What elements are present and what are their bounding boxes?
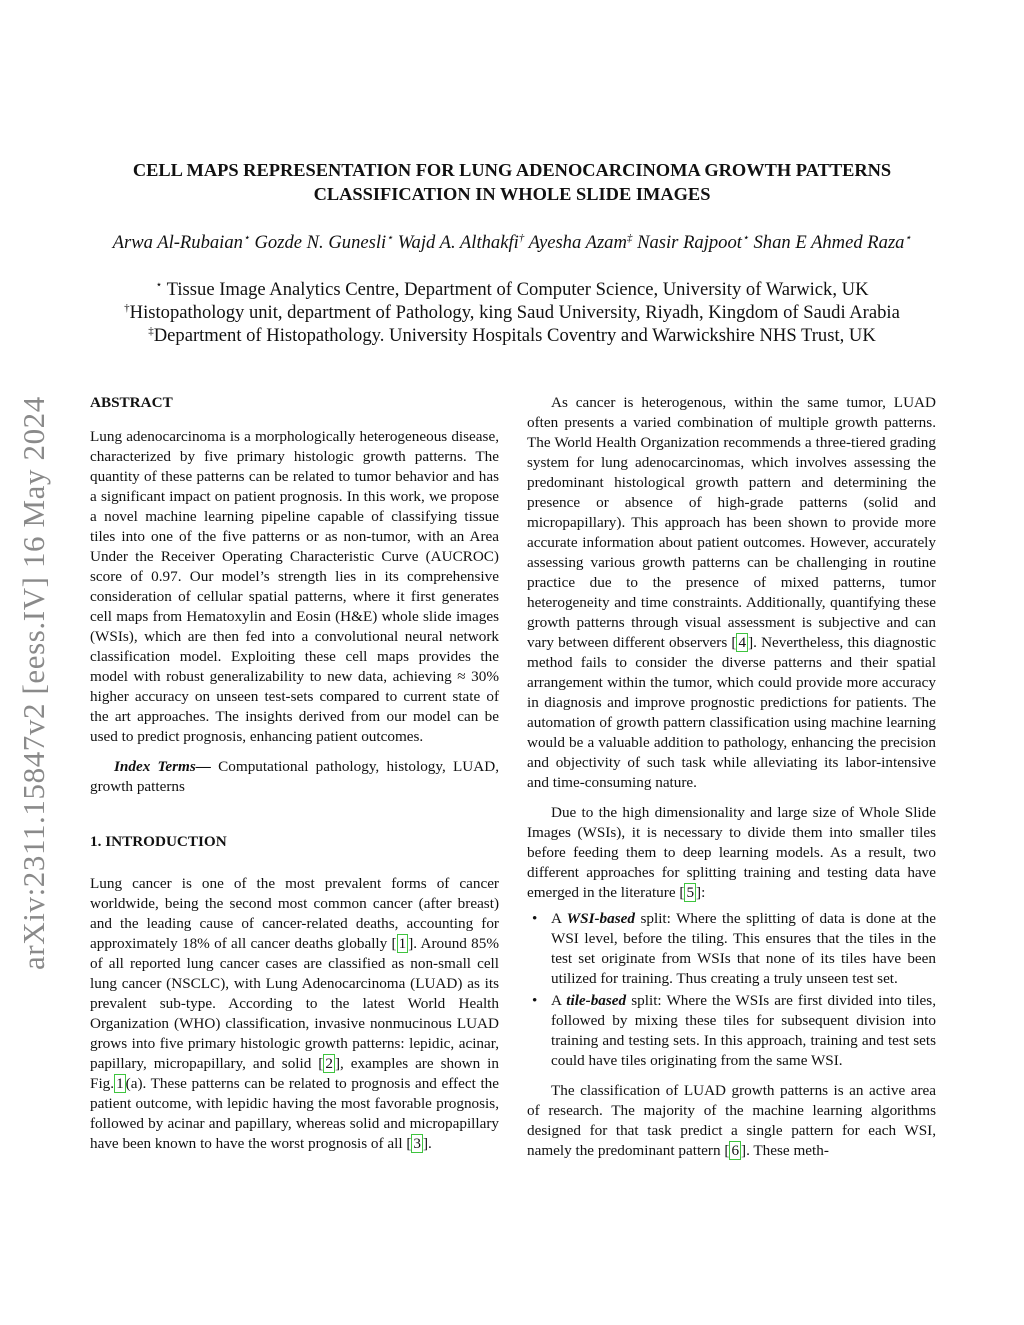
abstract-heading: ABSTRACT bbox=[90, 394, 173, 411]
affiliation-mark: † bbox=[124, 302, 130, 314]
list-item bbox=[527, 991, 936, 1071]
body-text: Due to the high dimensionality and large size of Whole Slide Images (WSIs), it is necessary to divide them into smaller tiles before feeding them to deep learning models. As a result, two different approaches for splitting training and testing data have emerged in the literature [ bbox=[527, 804, 936, 901]
paragraph-heterogeneity bbox=[527, 393, 936, 793]
list-keyword: WSI-based bbox=[566, 910, 635, 927]
body-text: ]. These meth- bbox=[741, 1142, 829, 1159]
introduction-heading: 1. INTRODUCTION bbox=[90, 833, 227, 850]
figure-link[interactable]: 1 bbox=[116, 1075, 124, 1092]
author-name: Shan E Ahmed Raza bbox=[753, 232, 905, 253]
index-terms-text: Computational pathology, histology, LUAD, growth patterns bbox=[90, 758, 499, 795]
author-mark: ⋆ bbox=[386, 232, 394, 244]
citation-link[interactable]: 5 bbox=[686, 884, 695, 901]
index-terms bbox=[90, 757, 499, 797]
list-item bbox=[527, 909, 936, 989]
left-column bbox=[90, 393, 499, 1154]
bullet-mark: • bbox=[532, 910, 538, 927]
affiliation-line bbox=[60, 278, 964, 301]
affiliation-mark: ⋆ bbox=[155, 279, 163, 291]
intro-text: ]. bbox=[423, 1135, 432, 1152]
author-list bbox=[40, 232, 984, 254]
author-mark: ⋆ bbox=[741, 232, 749, 244]
title-line-1: CELL MAPS REPRESENTATION FOR LUNG ADENOCARCINOMA GROWTH PATTERNS bbox=[132, 160, 892, 180]
affiliations bbox=[60, 278, 964, 347]
author-mark: ‡ bbox=[626, 232, 633, 244]
affiliation-text: Department of Histopathology. University Hospitals Coventry and Warwickshire NHS Trust, UK bbox=[153, 325, 876, 346]
list-keyword: tile-based bbox=[566, 992, 627, 1009]
author-mark: ⋆ bbox=[904, 232, 912, 244]
right-column bbox=[527, 393, 936, 1161]
author-name: Arwa Al-Rubaian bbox=[112, 232, 243, 253]
paragraph-classification bbox=[527, 1081, 936, 1161]
affiliation-mark: ‡ bbox=[148, 325, 154, 337]
list-text: split: Where the splitting of data is done at the WSI level, before the tiling. This ensures that the tiles in the test set originate from WSIs that none of its tiles have been utilized for training. Thus creating a truly unseen test set. bbox=[551, 910, 936, 987]
citation-link[interactable]: 3 bbox=[413, 1135, 421, 1152]
body-text: ]. Nevertheless, this diagnostic method fails to consider the diverse patterns and their spatial arrangement within the tumor, which could provide more accuracy in diagnosis and improve prognostic predictions for patients. The automation of growth pattern classification using machine learning would be a valuable addition to pathology, enhancing the precision and objectivity of such task while alleviating its labor-intensive and time-consuming nature. bbox=[527, 634, 936, 791]
bullet-mark: • bbox=[532, 992, 538, 1009]
author-name: Gozde N. Gunesli bbox=[254, 232, 387, 253]
arxiv-identifier: arXiv:2311.15847v2 [eess.IV] 16 May 2024 bbox=[16, 396, 51, 970]
paper-title bbox=[60, 158, 964, 206]
list-text: A bbox=[551, 992, 567, 1009]
affiliation-text: Histopathology unit, department of Pathology, king Saud University, Riyadh, Kingdom of Saudi Arabia bbox=[129, 302, 900, 323]
author-name: Nasir Rajpoot bbox=[637, 232, 742, 253]
title-line-2: CLASSIFICATION IN WHOLE SLIDE IMAGES bbox=[313, 184, 711, 204]
index-terms-label: Index Terms— bbox=[114, 758, 211, 775]
citation-link[interactable]: 2 bbox=[325, 1055, 333, 1072]
affiliation-line bbox=[60, 324, 964, 347]
body-text: ]: bbox=[696, 884, 706, 901]
intro-text: Lung cancer is one of the most prevalent forms of cancer worldwide, being the second most common cancer (after breast) and the leading cause of cancer-related deaths, accounting for approximately 18% of all cancer deaths globally [ bbox=[90, 875, 499, 952]
paragraph-splitting bbox=[527, 803, 936, 903]
list-text: split: Where the WSIs are first divided into tiles, followed by mixing these tiles for subsequent division into training and testing sets. In this approach, training and test sets could have tiles originating from the same WSI. bbox=[551, 992, 936, 1069]
body-text: As cancer is heterogenous, within the same tumor, LUAD often presents a varied combination of multiple growth patterns. The World Health Organization recommends a three-tiered grading system for lung adenocarcinomas, which involves assessing the predominant histological growth pattern and determining the presence or absence of high-grade patterns (solid and micropapillary). This approach has been shown to provide more accurate information about patient outcomes. However, accurately assessing various growth patterns can be challenging in routine practice due to the presence of mixed patterns, tumor heterogeneity and time constraints. Additionally, quantifying these growth patterns through visual assessment is subjective and can vary between different observers [ bbox=[527, 394, 936, 651]
citation-link[interactable]: 1 bbox=[398, 935, 407, 952]
author-mark: † bbox=[518, 232, 525, 244]
abstract-text: Lung adenocarcinoma is a morphologically heterogeneous disease, characterized by five primary histologic growth patterns. The quantity of these patterns can be related to tumor behavior and has a significant impact on patient prognosis. In this work, we propose a novel machine learning pipeline capable of classifying tissue tiles into one of the five patterns or as non-tumor, with an Area Under the Receiver Operating Characteristic Curve (AUCROC) score of 0.97. Our model’s strength lies in its comprehensive consideration of cellular spatial patterns, where it first generates cell maps from Hematoxylin and Eosin (H&E) whole slide images (WSIs), which are then fed into a convolutional neural network classification model. Exploiting these cell maps provides the model with robust generalizability to new data, achieving ≈ 30% higher accuracy on unseen test-sets compared to current state of the art approaches. The insights derived from our model can be used to predict prognosis, enhancing patient outcomes. bbox=[90, 428, 499, 745]
list-text: A bbox=[551, 910, 567, 927]
citation-link[interactable]: 4 bbox=[738, 634, 747, 651]
author-name: Wajd A. Althakfi bbox=[397, 232, 519, 253]
intro-text: (a). These patterns can be related to prognosis and effect the patient outcome, with lepidic having the most favorable prognosis, followed by acinar and papillary, whereas solid and micropapillary have been known to have the worst prognosis of all [ bbox=[90, 1075, 499, 1152]
split-list bbox=[527, 909, 936, 1071]
affiliation-line bbox=[60, 301, 964, 324]
intro-paragraph bbox=[90, 874, 499, 1154]
affiliation-text: Tissue Image Analytics Centre, Department of Computer Science, University of Warwick, UK bbox=[162, 279, 869, 300]
author-name: Ayesha Azam bbox=[528, 232, 627, 253]
intro-text: ]. Around 85% of all reported lung cancer cases are classified as non-small cell lung cancer (NSCLC), with Lung Adenocarcinoma (LUAD) as its prevalent sub-type. According to the latest World Health Organization (WHO) classification, invasive nonmucinous LUAD grows into five primary histologic growth patterns: lepidic, acinar, papillary, micropapillary, and solid [ bbox=[90, 935, 499, 1072]
citation-link[interactable]: 6 bbox=[731, 1142, 740, 1159]
author-mark: ⋆ bbox=[242, 232, 250, 244]
intro-text: ], examples are shown in Fig. bbox=[90, 1055, 499, 1092]
body-text: The classification of LUAD growth patterns is an active area of research. The majority of the machine learning algorithms designed for that task predict a single pattern for each WSI, namely the predominant pattern [ bbox=[527, 1082, 936, 1159]
